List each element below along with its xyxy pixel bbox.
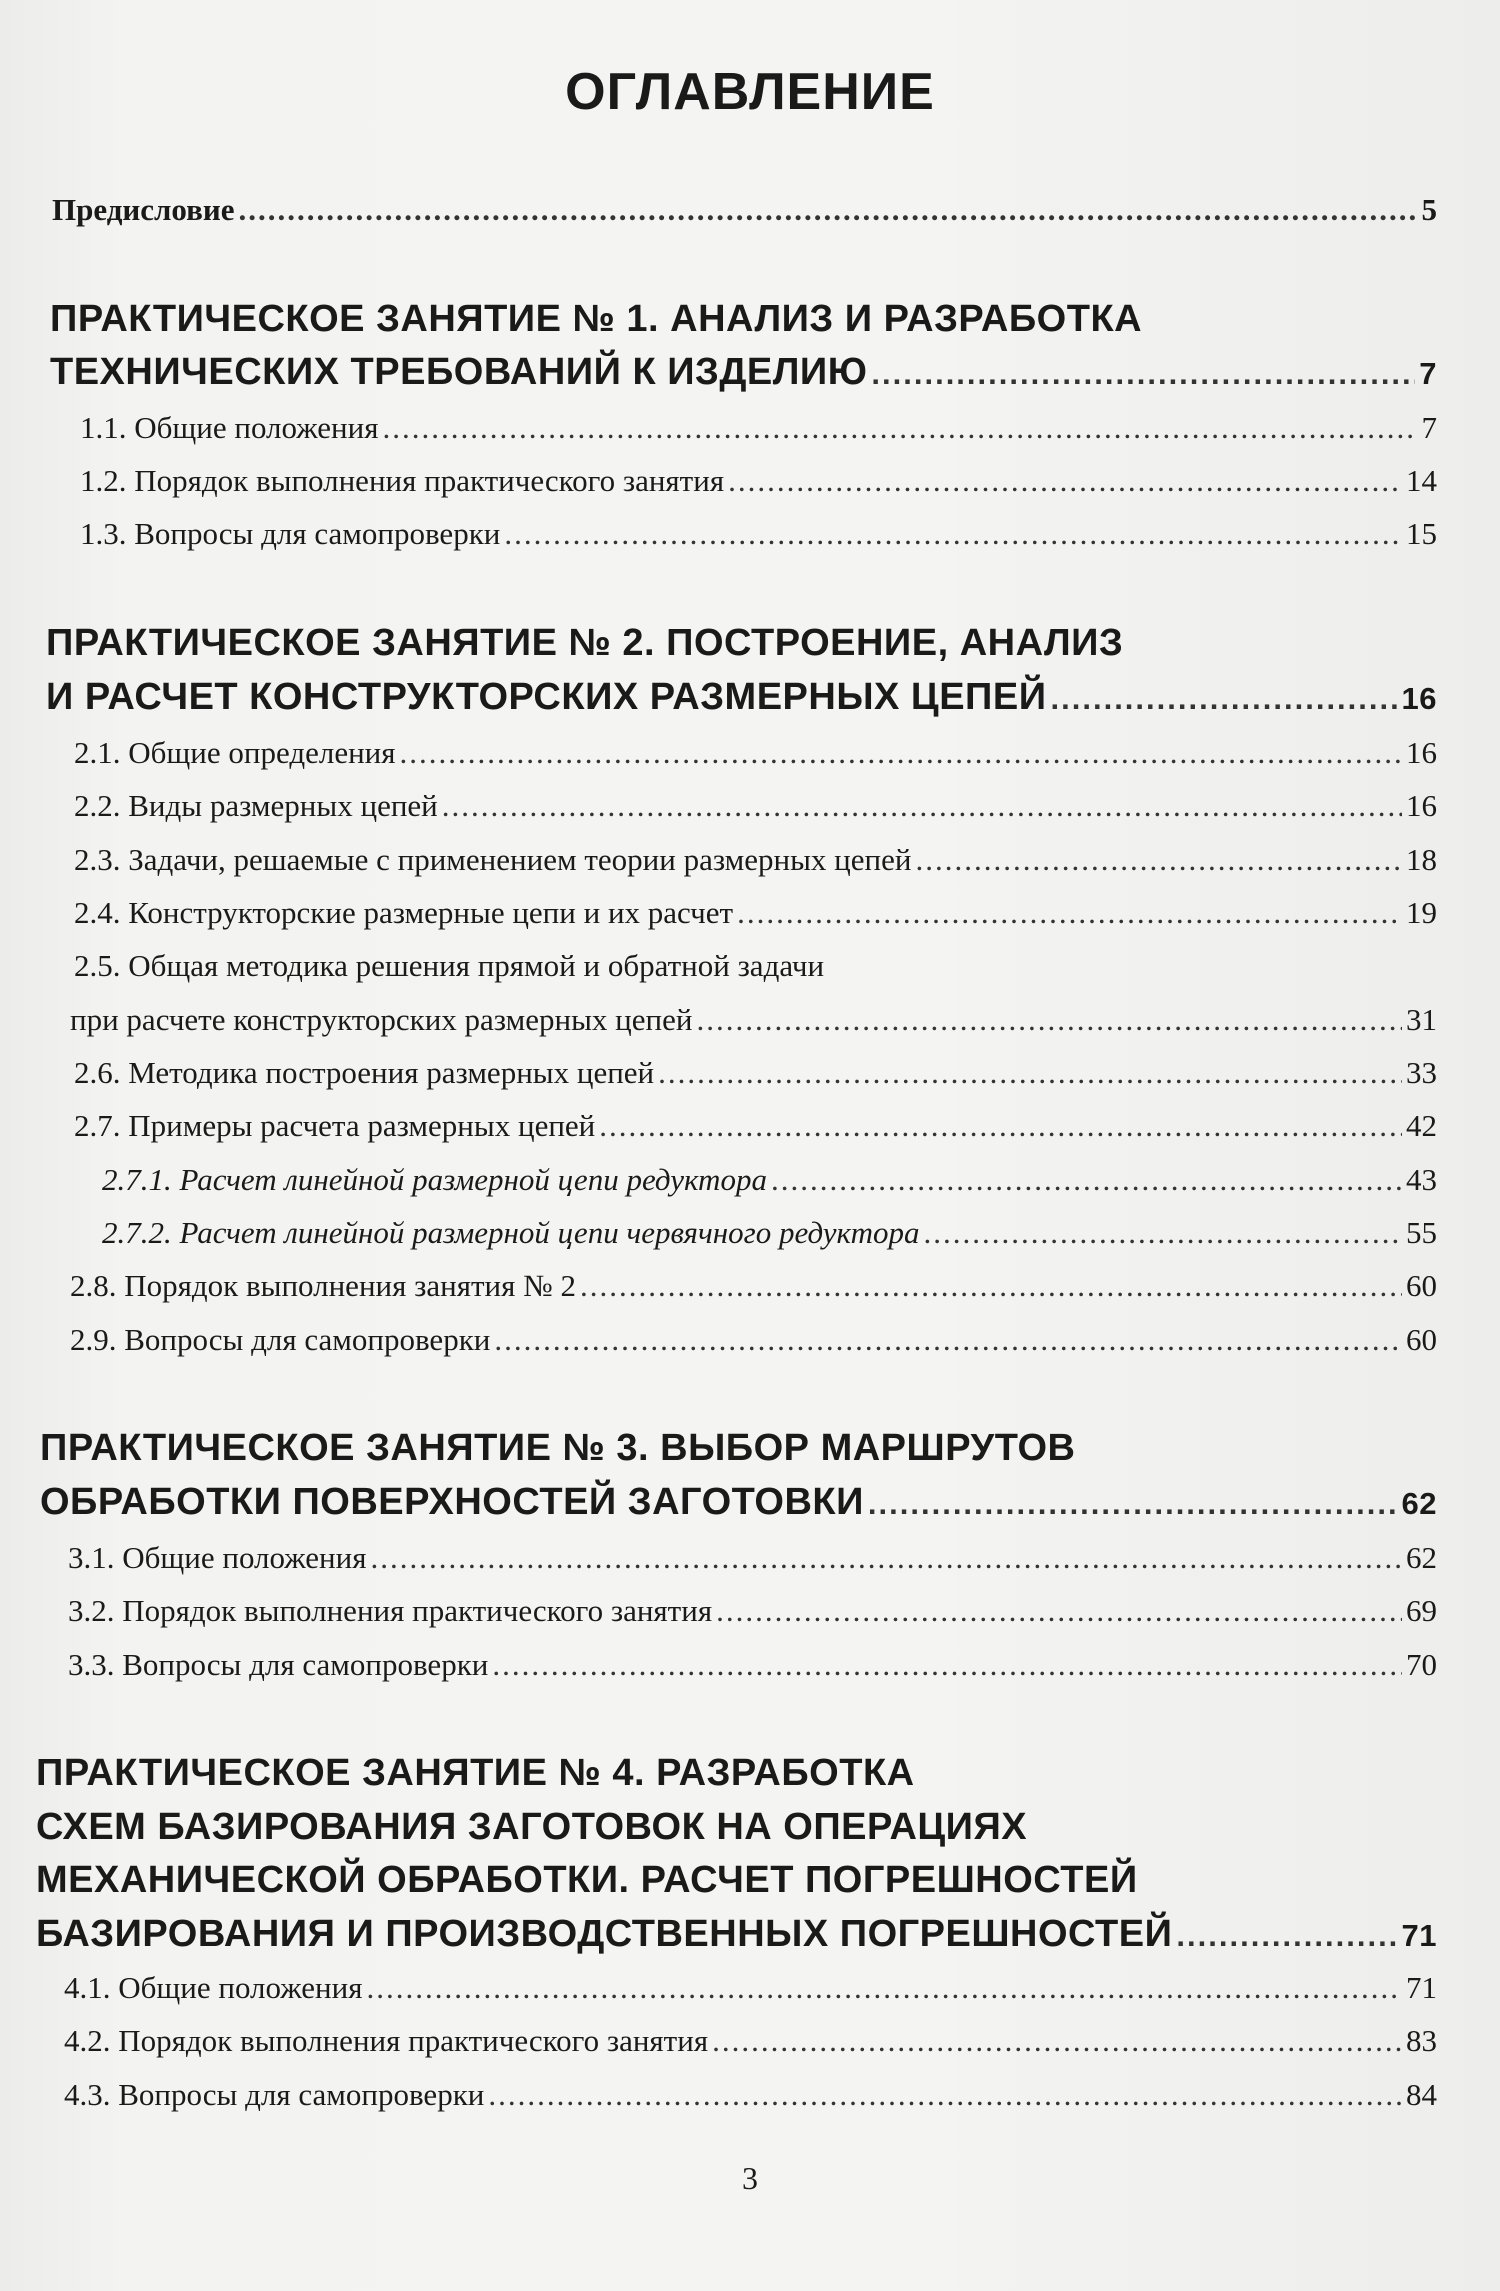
toc-entry-3-2: 3.2. Порядок выполнения практического занятия ..... 69 — [68, 1593, 1437, 1629]
dot-leader — [868, 1486, 1398, 1522]
section-2-heading-line-2: И РАСЧЕТ КОНСТРУКТОРСКИХ РАЗМЕРНЫХ ЦЕПЕЙ ..... 16 — [46, 676, 1437, 719]
toc-entry-4-3: 4.3. Вопросы для самопроверки ..... 84 — [64, 2077, 1437, 2113]
section-4-heading-line-1: ПРАКТИЧЕСКОЕ ЗАНЯТИЕ № 4. РАЗРАБОТКА — [36, 1752, 915, 1794]
toc-entry-3-1: 3.1. Общие положения ..... 62 — [68, 1540, 1437, 1576]
toc-entry-4-1: 4.1. Общие положения ..... 71 — [64, 1970, 1437, 2006]
section-3-heading-line-2: ОБРАБОТКИ ПОВЕРХНОСТЕЙ ЗАГОТОВКИ ..... 62 — [40, 1481, 1437, 1524]
toc-entry-2-5: при расчете конструкторских размерных цепей ..... 31 — [70, 1002, 1437, 1038]
section-1-heading-line-1: ПРАКТИЧЕСКОЕ ЗАНЯТИЕ № 1. АНАЛИЗ И РАЗРАБОТКА — [50, 298, 1143, 340]
page-title: ОГЛАВЛЕНИЕ — [565, 63, 935, 121]
section-1-heading-line-2: ТЕХНИЧЕСКИХ ТРЕБОВАНИЙ К ИЗДЕЛИЮ ..... 7 — [50, 351, 1437, 394]
toc-entry-1-2: 1.2. Порядок выполнения практического занятия ..... 14 — [80, 463, 1437, 499]
toc-entry-preface — [52, 192, 1437, 228]
toc-page-number: 71 — [1401, 1918, 1437, 1953]
dot-leader — [871, 356, 1415, 392]
toc-entry-2-5-line-1: 2.5. Общая методика решения прямой и обратной задачи — [74, 948, 825, 983]
section-4-heading-line-4: БАЗИРОВАНИЯ И ПРОИЗВОДСТВЕННЫХ ПОГРЕШНОСТЕЙ ..... 71 — [36, 1913, 1437, 1956]
dot-leader — [1051, 681, 1398, 717]
toc-entry-2-7-1: 2.7.1. Расчет линейной размерной цепи редуктора ..... 43 — [102, 1162, 1437, 1198]
toc-entry-2-6: 2.6. Методика построения размерных цепей ..... 33 — [74, 1055, 1437, 1091]
toc-entry-3-3: 3.3. Вопросы для самопроверки ..... 70 — [68, 1647, 1437, 1683]
section-3-heading-line-1: ПРАКТИЧЕСКОЕ ЗАНЯТИЕ № 3. ВЫБОР МАРШРУТОВ — [40, 1427, 1076, 1469]
toc-entry-2-4: 2.4. Конструкторские размерные цепи и их расчет ..... 19 — [74, 895, 1437, 931]
toc-entry-2-9: 2.9. Вопросы для самопроверки ..... 60 — [70, 1322, 1437, 1358]
toc-page-number: 5 — [1421, 192, 1437, 227]
toc-entry-1-1: 1.1. Общие положения ..... 7 — [80, 410, 1437, 446]
toc-page-number: 62 — [1401, 1486, 1437, 1521]
toc-entry-2-3: 2.3. Задачи, решаемые с применением теории размерных цепей ..... 18 — [74, 842, 1437, 878]
section-4-heading-line-2: СХЕМ БАЗИРОВАНИЯ ЗАГОТОВОК НА ОПЕРАЦИЯХ — [36, 1806, 1028, 1848]
toc-entry-4-2: 4.2. Порядок выполнения практического занятия ..... 83 — [64, 2023, 1437, 2059]
toc-entry-2-2: 2.2. Виды размерных цепей ..... 16 — [74, 788, 1437, 824]
dot-leader — [239, 192, 1418, 228]
section-2-heading-line-1: ПРАКТИЧЕСКОЕ ЗАНЯТИЕ № 2. ПОСТРОЕНИЕ, АНАЛИЗ — [46, 622, 1124, 664]
toc-entry-2-1: 2.1. Общие определения ..... 16 — [74, 735, 1437, 771]
toc-entry-label: Предисловие — [52, 192, 235, 227]
toc-entry-2-7: 2.7. Примеры расчета размерных цепей ..... 42 — [74, 1108, 1437, 1144]
toc-page-number: 16 — [1401, 681, 1437, 716]
dot-leader — [1176, 1918, 1397, 1954]
section-4-heading-line-3: МЕХАНИЧЕСКОЙ ОБРАБОТКИ. РАСЧЕТ ПОГРЕШНОСТЕЙ — [36, 1859, 1138, 1901]
toc-page-number: 7 — [1419, 356, 1437, 391]
toc-entry-2-7-2: 2.7.2. Расчет линейной размерной цепи червячного редуктора ..... 55 — [102, 1215, 1437, 1251]
toc-entry-2-8: 2.8. Порядок выполнения занятия № 2 ..... 60 — [70, 1268, 1437, 1304]
toc-entry-1-3: 1.3. Вопросы для самопроверки ..... 15 — [80, 516, 1437, 552]
page-number: 3 — [742, 2160, 758, 2196]
